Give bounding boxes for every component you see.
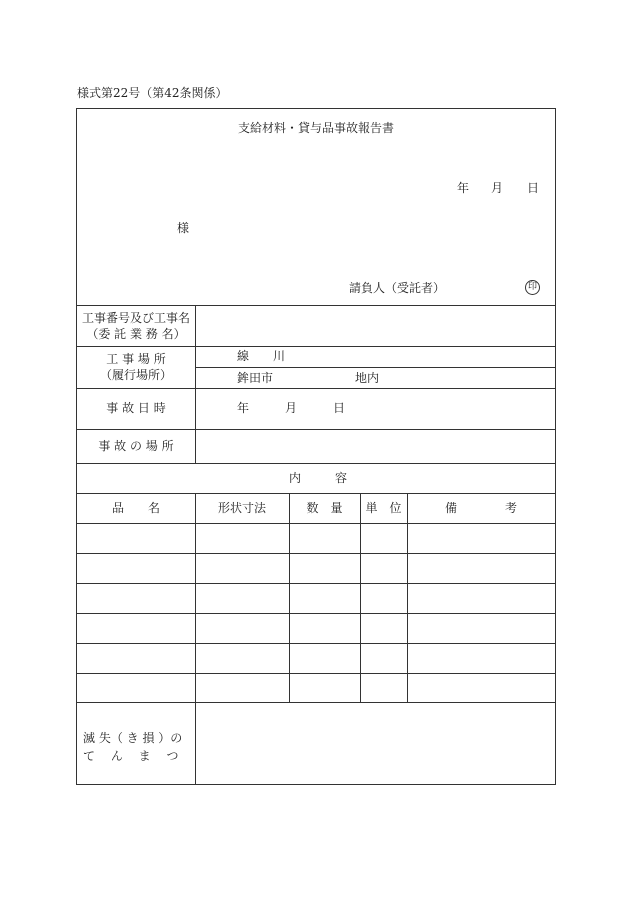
header-quantity: 数 量 (306, 501, 343, 515)
rule (195, 493, 196, 784)
location-city: 鉾田市 (237, 371, 274, 385)
content-label: 容 (335, 471, 348, 485)
loss-details-label-sub: て ん ま つ (83, 749, 179, 763)
loss-details-label: 滅 失（ き 損 ）の (83, 731, 183, 745)
rule (77, 305, 555, 306)
header-shape-size: 形状寸法 (217, 501, 266, 515)
rule (195, 367, 555, 368)
rule (77, 523, 555, 524)
rule (77, 346, 555, 347)
header-month-label: 月 (491, 181, 504, 195)
form-title: 支給材料・貸与品事故報告書 (237, 121, 394, 135)
header-day-label: 日 (527, 181, 540, 195)
work-name-label-sub: （委 託 業 務 名） (86, 327, 186, 341)
accident-month-label: 月 (285, 401, 298, 415)
rule (195, 305, 196, 463)
rule (407, 493, 408, 702)
header-year-label: 年 (457, 181, 470, 195)
header-unit: 単 位 (365, 501, 402, 515)
header-item-name: 品 名 (111, 501, 160, 515)
rule (77, 583, 555, 584)
location-area: 地内 (355, 371, 380, 385)
location-label: 工 事 場 所 (106, 352, 166, 366)
accident-place-label: 事 故 の 場 所 (98, 439, 174, 453)
addressee-suffix: 様 (177, 221, 190, 235)
rule (77, 429, 555, 430)
contractor-label: 請負人（受託者） (349, 281, 446, 295)
rule (77, 643, 555, 644)
form-number: 様式第22号（第42条関係） (77, 86, 228, 100)
location-river: 川 (273, 349, 286, 363)
work-name-label: 工事番号及び工事名 (81, 311, 190, 325)
rule (77, 613, 555, 614)
rule (77, 673, 555, 674)
rule (77, 493, 555, 494)
rule (77, 463, 555, 464)
location-line-name: 線 (237, 349, 250, 363)
accident-report-form (76, 108, 556, 785)
seal-mark-icon: 印 (525, 280, 540, 295)
rule (77, 388, 555, 389)
location-label-sub: （履行場所） (99, 368, 172, 382)
rule (360, 493, 361, 702)
header-remarks: 備 考 (444, 501, 517, 515)
accident-day-label: 日 (333, 401, 346, 415)
rule (77, 553, 555, 554)
content-label: 内 (289, 471, 302, 485)
rule (289, 493, 290, 702)
rule (77, 702, 555, 703)
accident-datetime-label: 事 故 日 時 (106, 401, 166, 415)
accident-year-label: 年 (237, 401, 250, 415)
